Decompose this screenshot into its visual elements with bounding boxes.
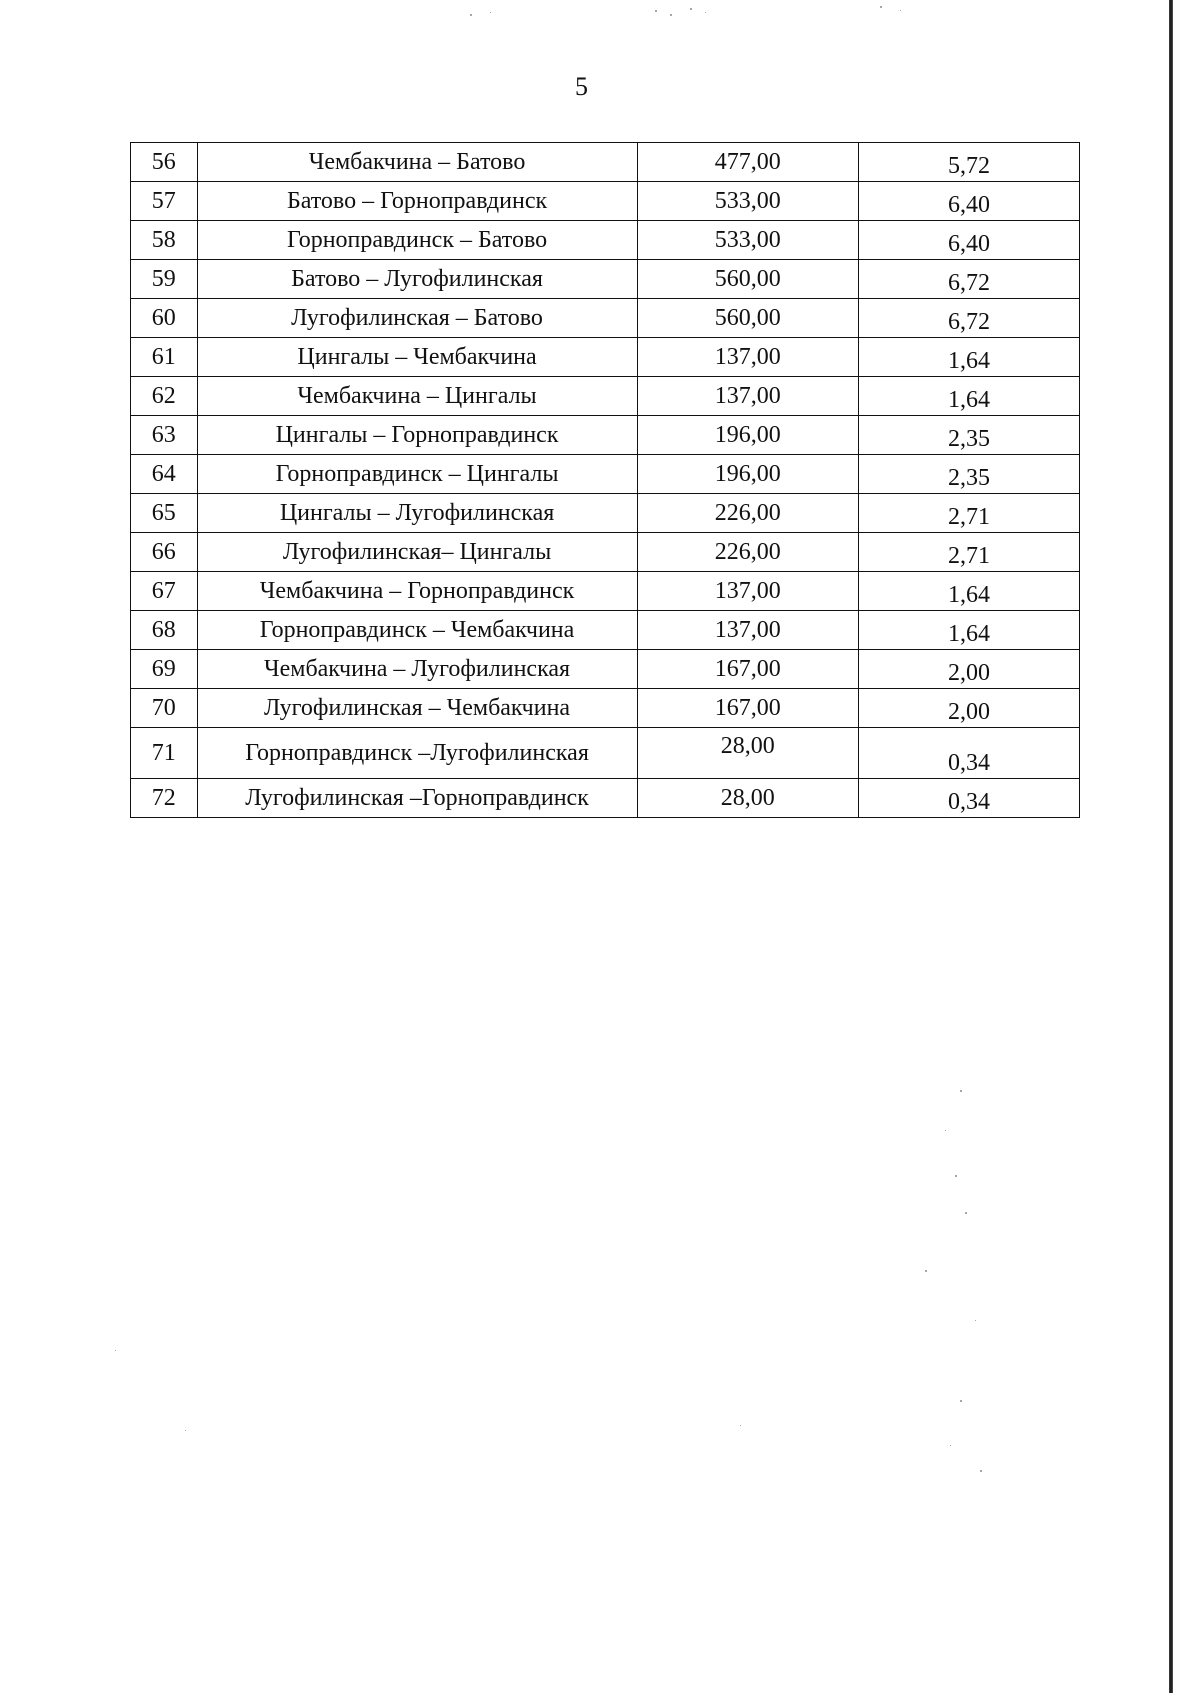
cost-cell bbox=[637, 338, 858, 377]
cost-cell-text: 137,00 bbox=[714, 343, 781, 370]
row-number-cell bbox=[131, 182, 198, 221]
cost-cell bbox=[637, 494, 858, 533]
value-cell-text: 2,00 bbox=[947, 698, 990, 725]
value-cell-text: 1,64 bbox=[947, 620, 990, 647]
cost-cell-text: 560,00 bbox=[714, 265, 781, 292]
value-cell-text: 5,72 bbox=[947, 152, 990, 179]
value-cell bbox=[858, 416, 1079, 455]
scan-speck bbox=[690, 8, 692, 10]
cost-cell bbox=[637, 728, 858, 779]
route-cell-text: Лугофилинская – Чембакчина bbox=[264, 694, 571, 721]
route-cell bbox=[197, 572, 637, 611]
row-number-cell bbox=[131, 689, 198, 728]
route-cell-text: Цингалы – Горноправдинск bbox=[275, 421, 559, 448]
scan-speck bbox=[980, 1470, 982, 1472]
row-number-cell-text: 66 bbox=[151, 538, 176, 565]
table-row bbox=[131, 299, 1080, 338]
value-cell-text: 2,71 bbox=[947, 503, 990, 530]
row-number-cell bbox=[131, 299, 198, 338]
row-number-cell-text: 60 bbox=[151, 304, 176, 331]
route-cell bbox=[197, 494, 637, 533]
cost-cell bbox=[637, 416, 858, 455]
scan-speck bbox=[670, 14, 672, 16]
cost-cell bbox=[637, 689, 858, 728]
route-cell-text: Батово – Горноправдинск bbox=[286, 187, 548, 214]
row-number-cell-text: 62 bbox=[151, 382, 176, 409]
cost-cell bbox=[637, 221, 858, 260]
row-number-cell bbox=[131, 377, 198, 416]
route-cell-text: Батово – Лугофилинская bbox=[291, 265, 543, 292]
cost-cell bbox=[637, 455, 858, 494]
route-cell-text: Цингалы – Лугофилинская bbox=[279, 499, 555, 526]
cost-cell bbox=[637, 299, 858, 338]
route-cell bbox=[197, 221, 637, 260]
scan-speck bbox=[925, 1270, 927, 1272]
row-number-cell-text: 59 bbox=[151, 265, 176, 292]
cost-cell-text: 477,00 bbox=[714, 148, 781, 175]
row-number-cell-text: 63 bbox=[151, 421, 176, 448]
row-number-cell bbox=[131, 533, 198, 572]
row-number-cell-text: 64 bbox=[151, 460, 176, 487]
row-number-cell bbox=[131, 494, 198, 533]
route-cell bbox=[197, 377, 637, 416]
route-cell bbox=[197, 260, 637, 299]
scan-speck bbox=[740, 1425, 741, 1426]
value-cell-text: 6,40 bbox=[947, 191, 990, 218]
route-cell bbox=[197, 338, 637, 377]
value-cell bbox=[858, 572, 1079, 611]
route-cell-text: Горноправдинск –Лугофилинская bbox=[245, 739, 589, 766]
cost-cell-text: 137,00 bbox=[714, 382, 781, 409]
table-row bbox=[131, 338, 1080, 377]
value-cell bbox=[858, 338, 1079, 377]
value-cell-text: 2,71 bbox=[947, 542, 990, 569]
scan-speck bbox=[115, 1350, 116, 1351]
route-cell-text: Чембакчина – Лугофилинская bbox=[264, 655, 571, 682]
row-number-cell bbox=[131, 779, 198, 818]
route-cell-text: Горноправдинск – Чембакчина bbox=[259, 616, 575, 643]
row-number-cell bbox=[131, 221, 198, 260]
row-number-cell-text: 68 bbox=[151, 616, 176, 643]
route-cell-text: Чембакчина – Горноправдинск bbox=[259, 577, 575, 604]
scan-speck bbox=[900, 10, 901, 11]
route-cell-text: Лугофилинская –Горноправдинск bbox=[245, 784, 589, 811]
routes-table-body bbox=[131, 143, 1080, 818]
route-cell-text: Горноправдинск – Батово bbox=[286, 226, 548, 253]
row-number-cell-text: 72 bbox=[151, 784, 176, 811]
value-cell bbox=[858, 299, 1079, 338]
table-row bbox=[131, 455, 1080, 494]
row-number-cell bbox=[131, 455, 198, 494]
route-cell bbox=[197, 689, 637, 728]
route-cell bbox=[197, 416, 637, 455]
route-cell-text: Чембакчина – Батово bbox=[308, 148, 526, 175]
value-cell bbox=[858, 182, 1079, 221]
route-cell bbox=[197, 650, 637, 689]
row-number-cell-text: 58 bbox=[151, 226, 176, 253]
row-number-cell bbox=[131, 572, 198, 611]
value-cell bbox=[858, 221, 1079, 260]
row-number-cell bbox=[131, 260, 198, 299]
scan-speck bbox=[470, 14, 472, 16]
row-number-cell bbox=[131, 650, 198, 689]
row-number-cell-text: 56 bbox=[151, 148, 176, 175]
scan-edge-shadow bbox=[1169, 0, 1173, 1693]
cost-cell-text: 28,00 bbox=[720, 784, 775, 811]
cost-cell bbox=[637, 572, 858, 611]
table-row bbox=[131, 221, 1080, 260]
cost-cell-text: 137,00 bbox=[714, 577, 781, 604]
scan-speck bbox=[945, 1130, 946, 1131]
value-cell bbox=[858, 533, 1079, 572]
row-number-cell bbox=[131, 338, 198, 377]
cost-cell-text: 196,00 bbox=[714, 460, 781, 487]
value-cell-text: 1,64 bbox=[947, 347, 990, 374]
value-cell-text: 6,72 bbox=[947, 308, 990, 335]
value-cell-text: 2,00 bbox=[947, 659, 990, 686]
scan-speck bbox=[965, 1212, 967, 1214]
value-cell bbox=[858, 377, 1079, 416]
cost-cell-text: 226,00 bbox=[714, 538, 781, 565]
route-cell-text: Горноправдинск – Цингалы bbox=[275, 460, 559, 487]
row-number-cell-text: 71 bbox=[151, 739, 176, 766]
table-row bbox=[131, 143, 1080, 182]
scan-speck bbox=[185, 1430, 186, 1431]
scan-speck bbox=[705, 12, 706, 13]
table-row bbox=[131, 689, 1080, 728]
route-cell bbox=[197, 533, 637, 572]
table-row bbox=[131, 416, 1080, 455]
table-row bbox=[131, 779, 1080, 818]
row-number-cell bbox=[131, 416, 198, 455]
value-cell-text: 0,34 bbox=[947, 749, 990, 776]
table-row bbox=[131, 572, 1080, 611]
route-cell bbox=[197, 143, 637, 182]
row-number-cell-text: 70 bbox=[151, 694, 176, 721]
cost-cell bbox=[637, 611, 858, 650]
route-cell bbox=[197, 728, 637, 779]
value-cell bbox=[858, 455, 1079, 494]
row-number-cell-text: 65 bbox=[151, 499, 176, 526]
value-cell bbox=[858, 611, 1079, 650]
value-cell-text: 0,34 bbox=[947, 788, 990, 815]
table-row bbox=[131, 377, 1080, 416]
cost-cell-text: 533,00 bbox=[714, 187, 781, 214]
route-cell-text: Лугофилинская – Батово bbox=[291, 304, 543, 331]
route-cell-text: Лугофилинская– Цингалы bbox=[282, 538, 552, 565]
value-cell bbox=[858, 650, 1079, 689]
cost-cell-text: 196,00 bbox=[714, 421, 781, 448]
scan-speck bbox=[960, 1090, 962, 1092]
value-cell bbox=[858, 494, 1079, 533]
cost-cell bbox=[637, 260, 858, 299]
value-cell-text: 1,64 bbox=[947, 386, 990, 413]
cost-cell-text: 226,00 bbox=[714, 499, 781, 526]
route-cell-text: Цингалы – Чембакчина bbox=[297, 343, 537, 370]
route-cell-text: Чембакчина – Цингалы bbox=[297, 382, 537, 409]
row-number-cell bbox=[131, 611, 198, 650]
row-number-cell-text: 61 bbox=[151, 343, 176, 370]
table-row bbox=[131, 494, 1080, 533]
route-cell bbox=[197, 455, 637, 494]
row-number-cell-text: 67 bbox=[151, 577, 176, 604]
value-cell-text: 6,72 bbox=[947, 269, 990, 296]
table-row bbox=[131, 611, 1080, 650]
table-row bbox=[131, 728, 1080, 779]
cost-cell-text: 167,00 bbox=[714, 694, 781, 721]
cost-cell bbox=[637, 650, 858, 689]
scan-speck bbox=[950, 1445, 951, 1446]
table-row bbox=[131, 260, 1080, 299]
route-cell bbox=[197, 611, 637, 650]
row-number-cell bbox=[131, 728, 198, 779]
cost-cell-text: 167,00 bbox=[714, 655, 781, 682]
cost-cell-text: 533,00 bbox=[714, 226, 781, 253]
cost-cell-text: 560,00 bbox=[714, 304, 781, 331]
cost-cell bbox=[637, 377, 858, 416]
cost-cell bbox=[637, 779, 858, 818]
route-cell bbox=[197, 299, 637, 338]
cost-cell bbox=[637, 182, 858, 221]
value-cell bbox=[858, 260, 1079, 299]
cost-cell bbox=[637, 533, 858, 572]
scan-speck bbox=[490, 12, 491, 13]
table-row bbox=[131, 182, 1080, 221]
cost-cell bbox=[637, 143, 858, 182]
value-cell bbox=[858, 689, 1079, 728]
value-cell-text: 2,35 bbox=[947, 425, 990, 452]
row-number-cell-text: 69 bbox=[151, 655, 176, 682]
cost-cell-text: 28,00 bbox=[720, 732, 775, 759]
row-number-cell bbox=[131, 143, 198, 182]
value-cell-text: 1,64 bbox=[947, 581, 990, 608]
page-number: 5 bbox=[575, 72, 588, 101]
route-cell bbox=[197, 182, 637, 221]
scan-speck bbox=[960, 1400, 962, 1402]
value-cell bbox=[858, 728, 1079, 779]
table-row bbox=[131, 533, 1080, 572]
table-row bbox=[131, 650, 1080, 689]
routes-table bbox=[130, 142, 1080, 818]
value-cell-text: 2,35 bbox=[947, 464, 990, 491]
route-cell bbox=[197, 779, 637, 818]
row-number-cell-text: 57 bbox=[151, 187, 176, 214]
scan-speck bbox=[655, 10, 657, 12]
scan-speck bbox=[880, 6, 882, 8]
scan-speck bbox=[975, 1320, 976, 1321]
cost-cell-text: 137,00 bbox=[714, 616, 781, 643]
value-cell bbox=[858, 143, 1079, 182]
value-cell-text: 6,40 bbox=[947, 230, 990, 257]
scan-speck bbox=[955, 1175, 957, 1177]
value-cell bbox=[858, 779, 1079, 818]
